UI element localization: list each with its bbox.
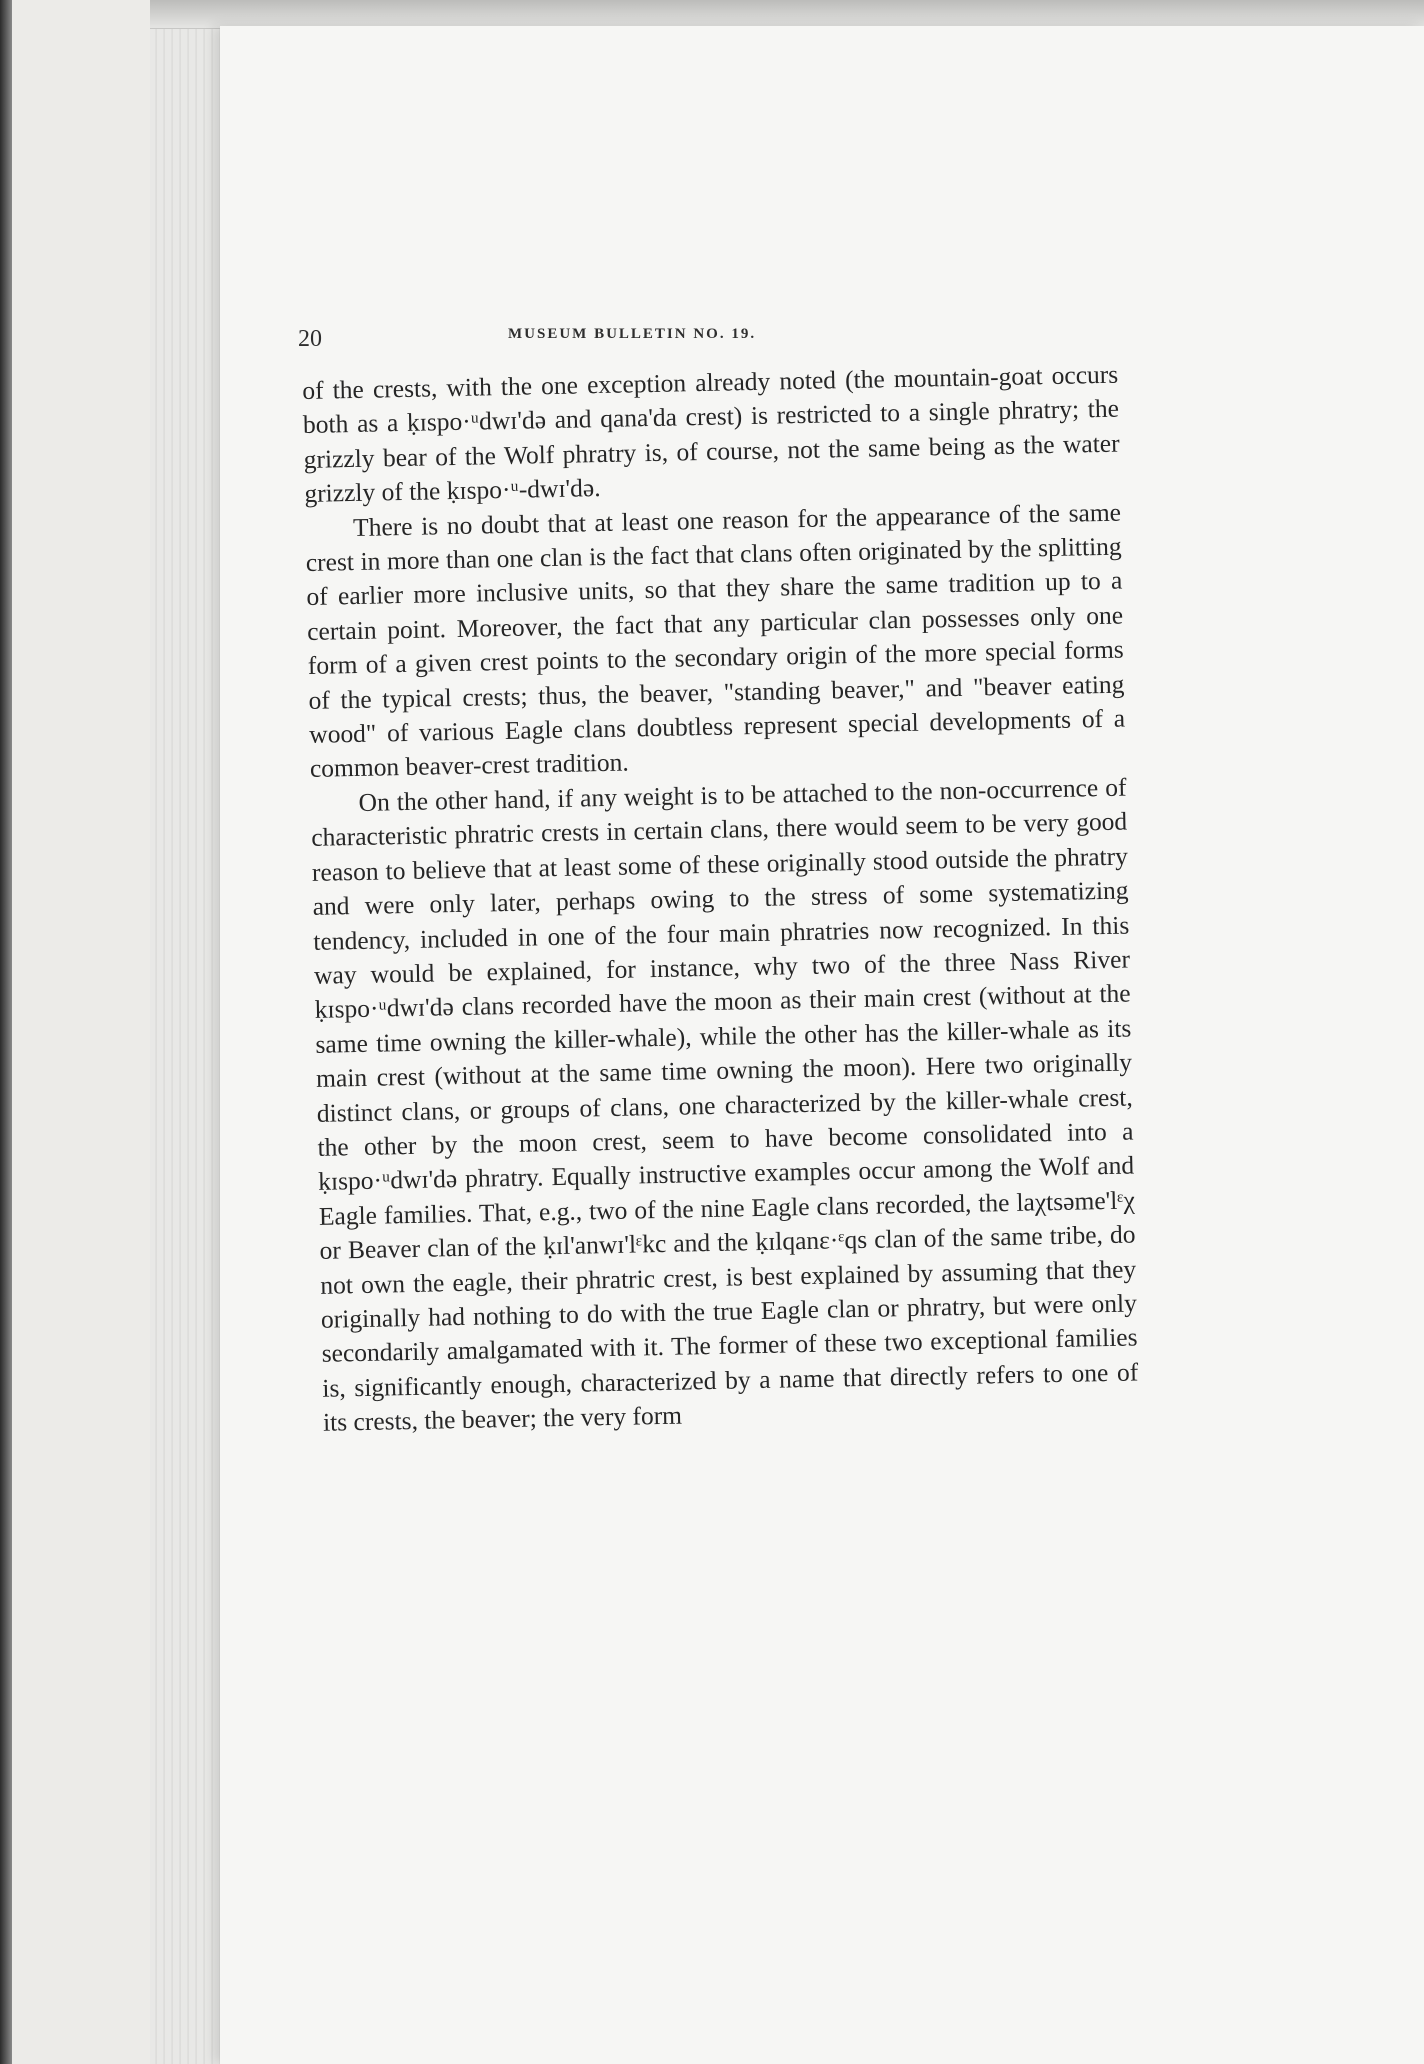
- page-header: [298, 318, 1058, 358]
- running-title: MUSEUM BULLETIN NO. 19.: [508, 326, 757, 342]
- scan-edge-shadow: [0, 0, 12, 2064]
- paragraph: On the other hand, if any weight is to be attached to the non-occurrence of characteristic phratric crests in certain clans, there would seem to be very good reason to believe that at least some of these originally stood outside the phratry and were only later, perhaps owing to the stress of some systematizing tendency, included in one of the four main phratries now recognized. In this way would be explained, for instance, why two of the three Nass River ḳɪspo·ᵘdwɪ'də clans recorded have the moon as their main crest (without at the same time owning the killer-whale), while the other has the killer-whale as its main crest (without at the same time owning the moon). Here two originally distinct clans, or groups of clans, one characterized by the killer-whale crest, the other by the moon crest, seem to have become consolidated into a ḳɪspo·ᵘdwɪ'də phratry. Equally instructive examples occur among the Wolf and Eagle families. That, e.g., two of the nine Eagle clans recorded, the laχtsəme'lᵋχ or Beaver clan of the ḳɪl'anwɪ'lᵋkc and the ḳɪlqanɛ·ᵋqs clan of the same tribe, do not own the eagle, their phratric crest, is best explained by assuming that they originally had nothing to do with the true Eagle clan or phratry, but were only secondarily amalgamated with it. The former of these two exceptional families is, significantly enough, characterized by a name that directly refers to one of its crests, the beaver; the very form: [311, 772, 1139, 1437]
- body-text: [302, 358, 1139, 1441]
- page-top-edge: [150, 0, 1424, 29]
- paragraph-continuation: of the crests, with the one exception already noted (the mountain-goat occurs both as a ḳɪspo·ᵘdwɪ'də and qana'da crest) is restricted to a single phratry; the grizzly bear of the Wolf phratry is, of course, not the same being as the water grizzly of the ḳɪspo·ᵘ-dwɪ'də.: [302, 359, 1120, 509]
- page-number: 20: [298, 326, 322, 352]
- paragraph: There is no doubt that at least one reason for the appearance of the same crest in more than one clan is the fact that clans often originated by the splitting of earlier more inclusive units, so that they share the same tradition up to a certain point. Moreover, the fact that any particular clan possesses only one form of a given crest points to the secondary origin of the more special forms of the typical crests; thus, the beaver, "standing beaver," and "beaver eating wood" of various Eagle clans doubtless represent special developments of a common beaver-crest tradition.: [305, 497, 1126, 784]
